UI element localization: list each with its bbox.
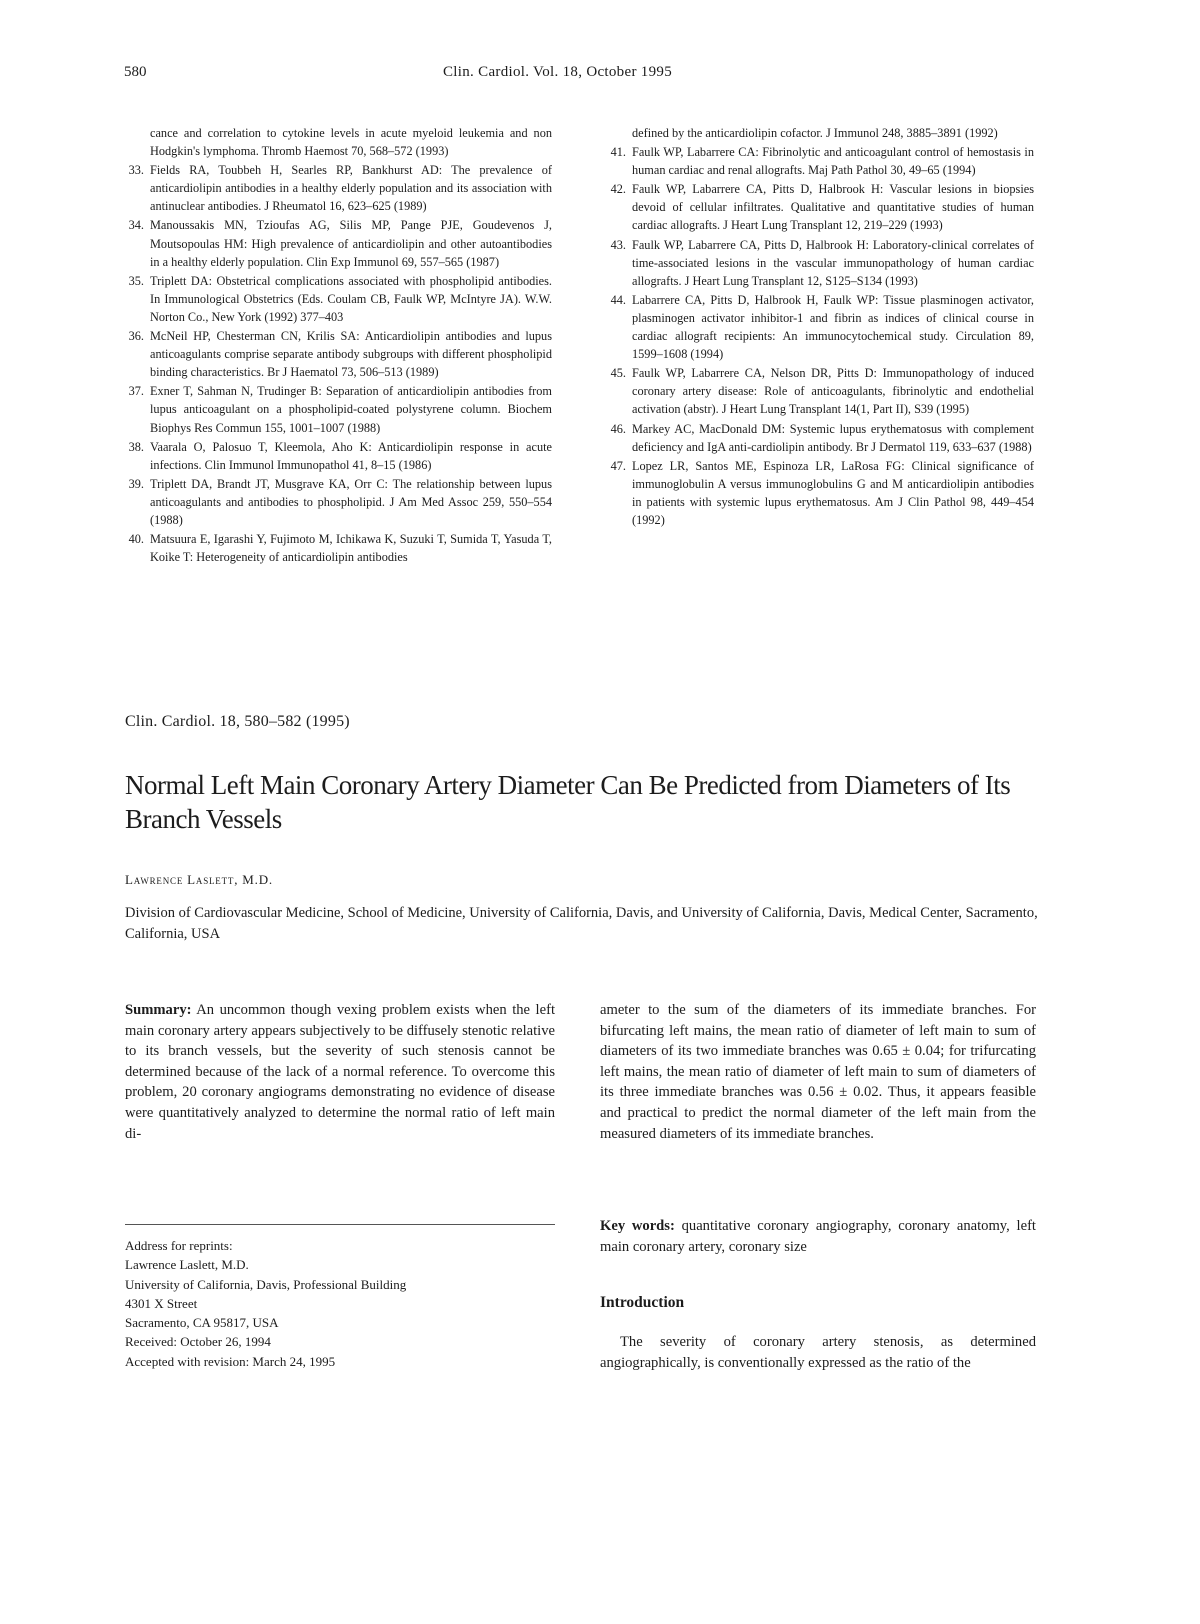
page-number: 580 [124,64,147,80]
reference-item: 47. Lopez LR, Santos ME, Espinoza LR, LaRosa FG: Clinical significance of immunoglobulin A versus immunoglobulins G and M anticardiolipin antibodies in patients with systemic lupus erythematosus. Am J Clin Pathol 98, 449–454 (1992) [610,458,1034,527]
reprint-line: University of California, Davis, Professional Building [125,1276,407,1292]
keywords-label: Key words: [600,1218,675,1234]
reference-item: 43. Faulk WP, Labarrere CA, Pitts D, Halbrook H: Laboratory-clinical correlates of time-associated lesions in the vascular immunopathology of human cardiac allografts. J Heart Lung Transplant 12, S125–S134 (1993) [610,237,1034,288]
reprint-line: Sacramento, CA 95817, USA [125,1315,279,1331]
summary-right: ameter to the sum of the diameters of its immediate branches. For bifurcating left mains, the mean ratio of diameter of left main to sum of diameters of its two immediate branches was 0.65 ± 0.04; for trifurcating left mains, the mean ratio of diameter of left main to sum of diameters of its three immediate branches was 0.56 ± 0.02. Thus, it appears feasible and practical to predict the normal diameter of the left main from the measured diameters of its immediate branches. [600,1002,1036,1142]
reference-item: 34. Manoussakis MN, Tzioufas AG, Silis MP, Pange PJE, Goudevenos J, Moutsopoulas HM: High prevalence of anticardiolipin and other autoantibodies in a healthy elderly population. Clin Exp Immunol 69, 557–565 (1987) [128,218,552,269]
reference-item: cance and correlation to cytokine levels in acute myeloid leukemia and non Hodgkin's lymphoma. Thromb Haemost 70, 568–572 (1993) [150,126,552,159]
keywords: Key words: quantitative coronary angiography, coronary anatomy, left main coronary artery, coronary size [600,1218,1036,1255]
article-affiliation: Division of Cardiovascular Medicine, School of Medicine, University of California, Davis, and University of California, Davis, Medical Center, Sacramento, California, USA [125,905,1038,942]
references-right-column [598,124,1034,530]
reference-item: 46. Markey AC, MacDonald DM: Systemic lupus erythematosus with complement deficiency and IgA anti-cardiolipin antibody. Br J Dermatol 119, 633–637 (1988) [610,421,1034,454]
reprint-line: Lawrence Laslett, M.D. [125,1257,249,1273]
reference-item: 42. Faulk WP, Labarrere CA, Pitts D, Halbrook H: Vascular lesions in biopsies devoid of cellular infiltrates. Qualitative and quantitative studies of human cardiac allografts. J Heart Lung Transplant 12, 219–229 (1993) [610,182,1034,233]
reprint-line: Address for reprints: [125,1238,233,1253]
article-citation: Clin. Cardiol. 18, 580–582 (1995) [125,713,350,730]
reference-item: defined by the anticardiolipin cofactor. J Immunol 248, 3885–3891 (1992) [632,126,998,140]
article-title: Normal Left Main Coronary Artery Diameter Can Be Predicted from Diameters of Its Branch Vessels [125,770,1011,834]
article-author: Lawrence Laslett, M.D. [125,872,273,887]
summary-label: Summary: [125,1002,192,1018]
reprint-line: 4301 X Street [125,1295,198,1311]
reference-item: 39. Triplett DA, Brandt JT, Musgrave KA, Orr C: The relationship between lupus anticoagulants and antibodies to phospholipid. J Am Med Assoc 259, 550–554 (1988) [128,476,552,527]
reprint-address [125,1236,555,1371]
reference-item: 36. McNeil HP, Chesterman CN, Krilis SA: Anticardiolipin antibodies and lupus anticoagulants comprise separate antibody subgroups with different phospholipid binding characteristics. Br J Haematol 73, 506–513 (1989) [128,329,552,380]
reference-item: 44. Labarrere CA, Pitts D, Halbrook H, Faulk WP: Tissue plasminogen activator, plasminogen activator inhibitor-1 and fibrin as indices of clinical course in cardiac allograft recipients: An immunocytochemical study. Circulation 89, 1599–1608 (1994) [610,292,1034,362]
reference-item: 45. Faulk WP, Labarrere CA, Nelson DR, Pitts D: Immunopathology of induced coronary artery disease: Role of anticoagulants, fibrinolytic and endothelial activation (abstr). J Heart Lung Transplant 14(1, Part II), S39 (1995) [610,366,1034,417]
running-header [0,64,1200,86]
introduction-heading: Introduction [600,1294,685,1311]
reference-item: 37. Exner T, Sahman N, Trudinger B: Separation of anticardiolipin antibodies from lupus anticoagulant on a phospholipid-coated polystyrene column. Biochem Biophys Res Commun 155, 1001–1007 (1988) [128,384,552,435]
reference-item: 41. Faulk WP, Labarrere CA: Fibrinolytic and anticoagulant control of hemostasis in human cardiac and renal allografts. Maj Path Pathol 30, 49–65 (1994) [610,145,1034,178]
summary-left: Summary: An uncommon though vexing problem exists when the left main coronary artery appears subjectively to be diffusely stenotic relative to its branch vessels, but the severity of such stenosis cannot be determined because of the lack of a normal reference. To overcome this problem, 20 coronary angiograms demonstrating no evidence of disease were quantitatively analyzed to determine the normal ratio of left main di- [125,1002,555,1142]
references-left-column [116,124,552,567]
received-date: Received: October 26, 1994 [125,1334,271,1350]
reference-item: 35. Triplett DA: Obstetrical complications associated with phospholipid antibodies. In Immunological Obstetrics (Eds. Coulam CB, Faulk WP, McIntyre JA). W.W. Norton Co., New York (1992) 377–403 [128,273,552,324]
footnote-divider [125,1224,555,1226]
introduction-text: The severity of coronary artery stenosis, as determined angiographically, is conventionally expressed as the ratio of the [600,1334,1036,1371]
reference-item: 38. Vaarala O, Palosuo T, Kleemola, Aho K: Anticardiolipin response in acute infections. Clin Immunol Immunopathol 41, 8–15 (1986) [128,439,552,472]
reference-item: 33. Fields RA, Toubbeh H, Searles RP, Bankhurst AD: The prevalence of anticardiolipin antibodies in a healthy elderly population and its association with antinuclear antibodies. J Rheumatol 16, 623–625 (1989) [128,163,552,214]
reference-item: 40. Matsuura E, Igarashi Y, Fujimoto M, Ichikawa K, Suzuki T, Sumida T, Yasuda T, Koike T: Heterogeneity of anticardiolipin antibodies [128,532,552,565]
journal-header: Clin. Cardiol. Vol. 18, October 1995 [443,64,672,80]
accepted-date: Accepted with revision: March 24, 1995 [125,1353,336,1369]
